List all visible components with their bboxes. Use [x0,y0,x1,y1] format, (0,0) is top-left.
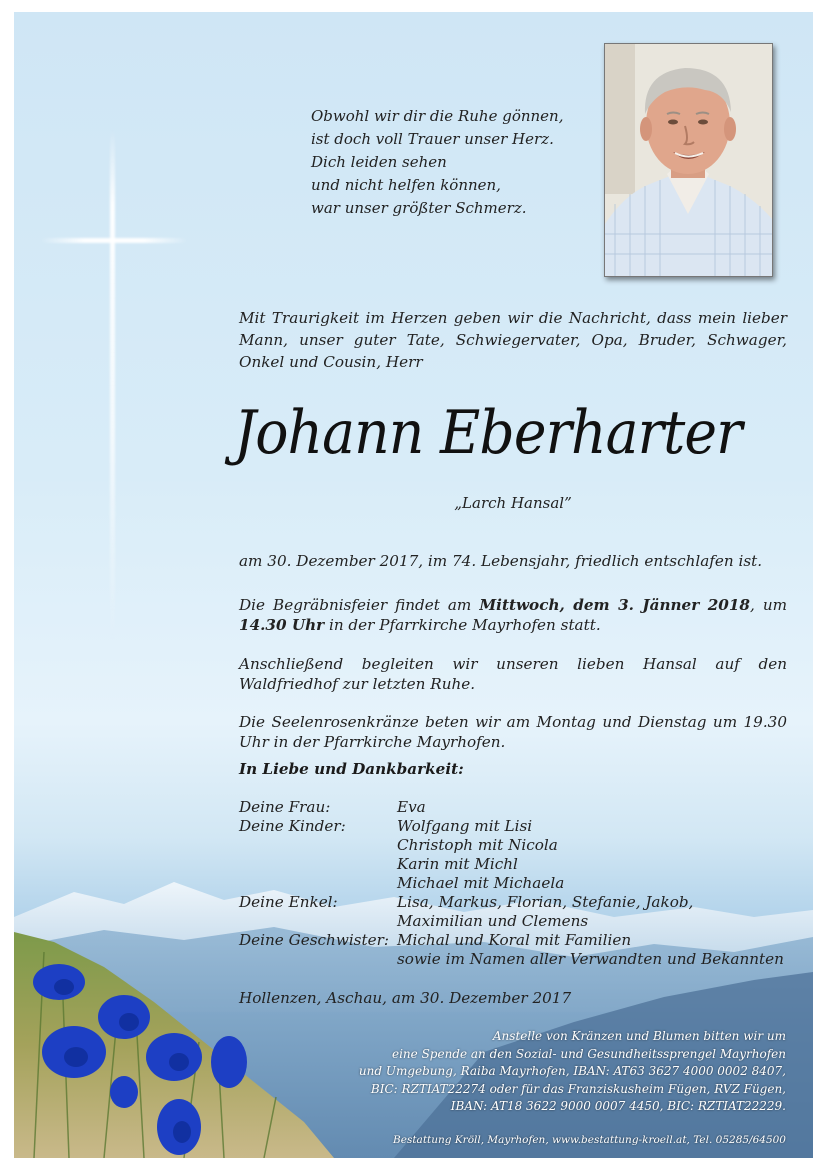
death-date-line: am 30. Dezember 2017, im 74. Lebensjahr, friedlich entschlafen ist. [239,552,763,570]
funeral-text-2: , um [749,596,788,614]
family-name: Wolfgang mit Lisi [397,817,533,835]
funeral-home-footer: Bestattung Kröll, Mayrhofen, www.bestattung-kroell.at, Tel. 05285/64500 [393,1134,786,1146]
family-heading: In Liebe und Dankbarkeit: [239,760,464,778]
burial-info: Anschließend begleiten wir unseren lieben Hansal auf den Waldfriedhof zur letzten Ruhe. [239,655,787,693]
family-label: Deine Geschwister: [239,931,389,949]
cross-symbol-vertical [110,129,115,639]
family-name: Christoph mit Nicola [397,836,558,854]
funeral-time: 14.30 Uhr [239,616,325,634]
family-names [397,817,564,893]
family-label: Deine Enkel: [239,893,338,911]
memorial-poem [311,105,591,220]
donation-line: BIC: RZTIAT22274 oder für das Franziskusheim Fügen, RVZ Fügen, [370,1081,786,1096]
family-list [239,798,799,969]
family-row [239,798,799,817]
family-names [397,893,693,931]
poem-line: war unser größter Schmerz. [311,199,527,217]
donation-line: IBAN: AT18 3622 9000 0007 4450, BIC: RZTIAT22229. [450,1099,786,1113]
donation-line: Anstelle von Kränzen und Blumen bitten wir um [492,1029,786,1043]
family-names [397,931,784,969]
family-row [239,931,799,969]
family-name: Michal und Koral mit Familien [397,931,632,949]
family-names [397,798,426,817]
family-name: Michael mit Michaela [397,874,565,892]
place-date: Hollenzen, Aschau, am 30. Dezember 2017 [239,989,572,1007]
obituary-card [14,12,813,1158]
family-label: Deine Frau: [239,798,331,816]
rosary-info: Die Seelenrosenkränze beten wir am Montag und Dienstag um 19.30 Uhr in der Pfarrkirche Mayrhofen. [239,713,787,751]
nickname: „Larch Hansal” [454,494,572,512]
funeral-text-1: Die Begräbnisfeier findet am [239,596,480,614]
donation-note [326,1028,786,1116]
family-name: sowie im Namen aller Verwandten und Bekannten [397,950,784,968]
funeral-day: Mittwoch, dem 3. Jänner 2018 [479,596,750,614]
donation-line: und Umgebung, Raiba Mayrhofen, IBAN: AT63 3627 4000 0002 8407, [358,1064,786,1078]
cross-symbol-horizontal [40,238,188,243]
family-name: Lisa, Markus, Florian, Stefanie, Jakob, [397,893,694,911]
family-row [239,817,799,893]
family-name: Maximilian und Clemens [397,912,589,930]
poem-line: ist doch voll Trauer unser Herz. [311,130,554,148]
funeral-info [239,595,787,635]
deceased-name: Johann Eberharter [234,398,742,468]
intro-text: Mit Traurigkeit im Herzen geben wir die Nachricht, dass mein lieber Mann, unser guter Tate, Schwiegervater, Opa, Bruder, Schwager, Onkel und Cousin, Herr [239,309,787,371]
poem-line: Dich leiden sehen [311,153,447,171]
family-name: Karin mit Michl [397,855,518,873]
family-row [239,893,799,931]
donation-line: eine Spende an den Sozial- und Gesundheitssprengel Mayrhofen [391,1046,786,1061]
family-name: Eva [397,798,426,816]
family-label: Deine Kinder: [239,817,346,835]
funeral-text-3: in der Pfarrkirche Mayrhofen statt. [324,616,601,634]
portrait-photo [604,43,773,277]
poem-line: Obwohl wir dir die Ruhe gönnen, [311,107,564,125]
poem-line: und nicht helfen können, [311,176,501,194]
